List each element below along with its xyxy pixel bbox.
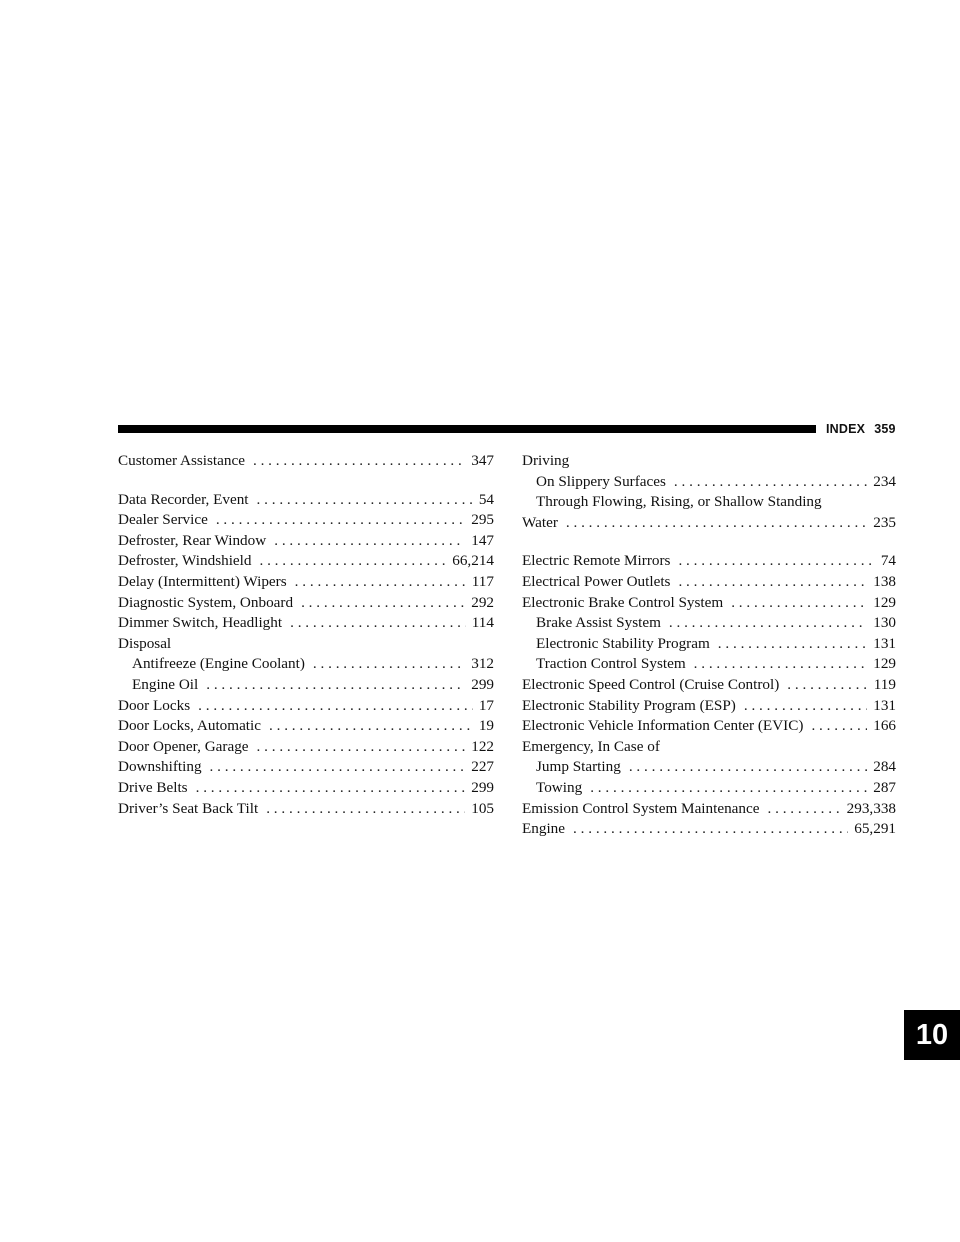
dot-leader bbox=[787, 675, 867, 696]
index-entry bbox=[522, 696, 896, 717]
entry-label: Defroster, Windshield bbox=[118, 552, 252, 570]
entry-page: 122 bbox=[471, 737, 494, 755]
entry-page: 234 bbox=[873, 472, 896, 490]
dot-leader bbox=[290, 613, 466, 634]
index-entry bbox=[118, 696, 494, 717]
entry-label: Dealer Service bbox=[118, 511, 208, 529]
entry-label: Data Recorder, Event bbox=[118, 490, 249, 508]
index-entry bbox=[522, 572, 896, 593]
index-entry bbox=[118, 613, 494, 634]
dot-leader bbox=[811, 716, 867, 737]
index-heading: Disposal bbox=[118, 634, 172, 652]
index-entry bbox=[118, 451, 494, 472]
dot-leader bbox=[257, 737, 466, 758]
index-entry bbox=[118, 757, 494, 778]
entry-page: 166 bbox=[873, 717, 896, 735]
entry-label: Electric Remote Mirrors bbox=[522, 552, 671, 570]
index-column-left bbox=[118, 451, 494, 819]
entry-page: 130 bbox=[873, 614, 896, 632]
section-title: INDEX bbox=[826, 422, 866, 436]
dot-leader bbox=[259, 551, 446, 572]
dot-leader bbox=[674, 472, 867, 493]
entry-page: 129 bbox=[873, 593, 896, 611]
dot-leader bbox=[678, 551, 874, 572]
dot-leader bbox=[295, 572, 466, 593]
entry-label: Engine bbox=[522, 820, 566, 838]
index-entry bbox=[522, 799, 896, 820]
entry-page: 147 bbox=[471, 531, 494, 549]
entry-page: 227 bbox=[471, 758, 494, 776]
index-subentry bbox=[118, 675, 494, 696]
index-subentry bbox=[522, 654, 896, 675]
entry-label: Emission Control System Maintenance bbox=[522, 799, 760, 817]
entry-label: Delay (Intermittent) Wipers bbox=[118, 572, 287, 590]
dot-leader bbox=[629, 757, 867, 778]
entry-label: Door Opener, Garage bbox=[118, 737, 249, 755]
dot-leader bbox=[216, 510, 465, 531]
entry-page: 312 bbox=[471, 655, 494, 673]
index-subentry bbox=[522, 472, 896, 493]
index-entry bbox=[118, 510, 494, 531]
entry-label: Antifreeze (Engine Coolant) bbox=[132, 655, 305, 673]
entry-label: Dimmer Switch, Headlight bbox=[118, 614, 283, 632]
index-entry bbox=[118, 572, 494, 593]
index-column-right bbox=[522, 451, 896, 840]
entry-label: Electronic Speed Control (Cruise Control) bbox=[522, 675, 780, 693]
entry-label: Electronic Vehicle Information Center (EVIC) bbox=[522, 717, 804, 735]
dot-leader bbox=[301, 593, 465, 614]
dot-leader bbox=[313, 654, 465, 675]
page-number: 359 bbox=[874, 422, 896, 436]
dot-leader bbox=[590, 778, 867, 799]
entry-label: Diagnostic System, Onboard bbox=[118, 593, 294, 611]
chapter-tab: 10 bbox=[904, 1010, 960, 1060]
spacer bbox=[522, 533, 896, 551]
entry-page: 129 bbox=[873, 655, 896, 673]
dot-leader bbox=[573, 819, 848, 840]
entry-page: 54 bbox=[478, 490, 494, 508]
entry-label: Defroster, Rear Window bbox=[118, 531, 267, 549]
index-entry bbox=[118, 531, 494, 552]
entry-label: Electrical Power Outlets bbox=[522, 572, 671, 590]
dot-leader bbox=[253, 451, 465, 472]
entry-label: On Slippery Surfaces bbox=[536, 472, 666, 490]
index-heading: Driving bbox=[522, 452, 570, 469]
index-entry bbox=[522, 551, 896, 572]
index-entry bbox=[522, 819, 896, 840]
index-entry bbox=[118, 737, 494, 758]
entry-label: Towing bbox=[536, 778, 583, 796]
index-heading: Emergency, In Case of bbox=[522, 737, 660, 755]
index-entry bbox=[118, 778, 494, 799]
entry-label: Water bbox=[522, 513, 558, 531]
running-header bbox=[826, 422, 896, 436]
dot-leader bbox=[274, 531, 465, 552]
index-subentry bbox=[522, 634, 896, 655]
index-entry bbox=[118, 716, 494, 737]
dot-leader bbox=[566, 513, 867, 534]
entry-page: 105 bbox=[471, 799, 494, 817]
entry-page: 19 bbox=[478, 717, 494, 735]
entry-label: Jump Starting bbox=[536, 758, 621, 776]
entry-page: 117 bbox=[471, 572, 494, 590]
entry-label: Electronic Stability Program bbox=[536, 634, 710, 652]
index-entry bbox=[118, 490, 494, 511]
index-entry bbox=[118, 551, 494, 572]
entry-page: 295 bbox=[471, 511, 494, 529]
index-subentry bbox=[522, 778, 896, 799]
entry-page: 235 bbox=[873, 513, 896, 531]
entry-page: 17 bbox=[478, 696, 494, 714]
index-subentry bbox=[522, 613, 896, 634]
entry-page: 299 bbox=[471, 778, 494, 796]
entry-page: 119 bbox=[873, 675, 896, 693]
dot-leader bbox=[768, 799, 841, 820]
entry-page: 131 bbox=[873, 696, 896, 714]
dot-leader bbox=[718, 634, 867, 655]
dot-leader bbox=[206, 675, 465, 696]
entry-page: 65,291 bbox=[854, 820, 896, 838]
entry-page: 293,338 bbox=[846, 799, 896, 817]
dot-leader bbox=[694, 654, 868, 675]
index-subentry bbox=[118, 654, 494, 675]
entry-page: 131 bbox=[873, 634, 896, 652]
entry-label: Drive Belts bbox=[118, 778, 188, 796]
index-subentry bbox=[522, 757, 896, 778]
index-entry bbox=[522, 675, 896, 696]
entry-label: Customer Assistance bbox=[118, 452, 245, 469]
entry-label: Engine Oil bbox=[132, 675, 199, 693]
entry-page: 299 bbox=[471, 675, 494, 693]
entry-page: 347 bbox=[471, 452, 494, 469]
dot-leader bbox=[744, 696, 867, 717]
index-entry bbox=[118, 593, 494, 614]
entry-label: Door Locks bbox=[118, 696, 191, 714]
entry-label: Downshifting bbox=[118, 758, 202, 776]
dot-leader bbox=[731, 593, 867, 614]
index-entry bbox=[522, 513, 896, 534]
entry-page: 114 bbox=[471, 614, 494, 632]
entry-page: 74 bbox=[880, 552, 896, 570]
entry-label: Electronic Stability Program (ESP) bbox=[522, 696, 736, 714]
dot-leader bbox=[669, 613, 867, 634]
dot-leader bbox=[678, 572, 867, 593]
dot-leader bbox=[210, 757, 466, 778]
entry-label: Electronic Brake Control System bbox=[522, 593, 724, 611]
index-entry bbox=[118, 799, 494, 820]
dot-leader bbox=[196, 778, 466, 799]
entry-label: Brake Assist System bbox=[536, 614, 661, 632]
entry-page: 66,214 bbox=[452, 552, 494, 570]
entry-label: Driver’s Seat Back Tilt bbox=[118, 799, 259, 817]
index-subheading: Through Flowing, Rising, or Shallow Standing bbox=[536, 493, 822, 511]
dot-leader bbox=[266, 799, 465, 820]
entry-label: Traction Control System bbox=[536, 655, 686, 673]
entry-label: Door Locks, Automatic bbox=[118, 717, 261, 735]
header-rule bbox=[118, 425, 816, 433]
dot-leader bbox=[269, 716, 473, 737]
index-entry bbox=[522, 593, 896, 614]
spacer bbox=[118, 472, 494, 490]
dot-leader bbox=[198, 696, 473, 717]
dot-leader bbox=[257, 490, 473, 511]
entry-page: 292 bbox=[471, 593, 494, 611]
entry-page: 284 bbox=[873, 758, 896, 776]
index-entry bbox=[522, 716, 896, 737]
entry-page: 138 bbox=[873, 572, 896, 590]
entry-page: 287 bbox=[873, 778, 896, 796]
